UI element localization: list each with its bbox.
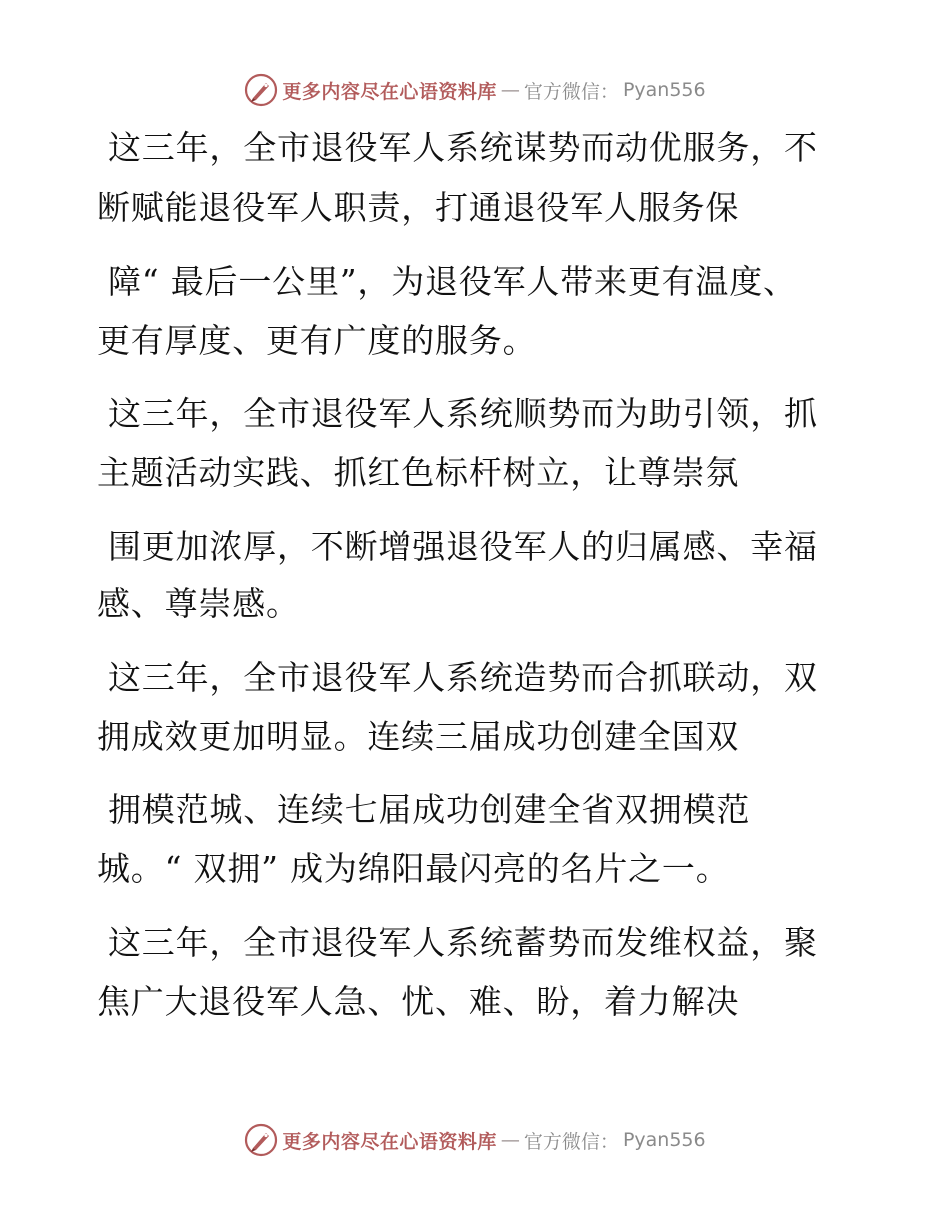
banner-separator: —	[500, 79, 520, 101]
body-line: 拥模范城、连续七届成功创建全省双拥模范	[108, 790, 751, 829]
banner-title: 更多内容尽在心语资料库	[282, 80, 497, 103]
banner-wechat-label: 官方微信：	[523, 80, 619, 103]
banner-wechat-id: Pyan556	[622, 79, 706, 101]
banner-wechat-id: Pyan556	[622, 1129, 706, 1151]
banner-wechat-label: 官方微信：	[523, 1130, 619, 1153]
footer-banner	[0, 1120, 950, 1160]
pen-nib-logo-icon	[244, 1123, 278, 1157]
banner-title: 更多内容尽在心语资料库	[282, 1130, 497, 1153]
body-line: 这三年，全市退役军人系统顺势而为助引领，抓	[108, 394, 818, 433]
body-line: 拥成效更加明显。连续三届成功创建全国双	[97, 717, 740, 756]
body-line: 感、尊崇感。	[97, 584, 300, 623]
body-line: 障“ 最后一公里”，为退役军人带来更有温度、	[108, 262, 797, 301]
body-line: 焦广大退役军人急、忧、难、盼，着力解决	[97, 982, 740, 1021]
body-line: 围更加浓厚，不断增强退役军人的归属感、幸福	[108, 527, 818, 566]
body-line: 断赋能退役军人职责，打通退役军人服务保	[97, 188, 740, 227]
body-line: 更有厚度、更有广度的服务。	[97, 321, 537, 360]
header-banner	[0, 70, 950, 110]
body-line: 城。“ 双拥” 成为绵阳最闪亮的名片之一。	[97, 849, 730, 888]
body-line: 这三年，全市退役军人系统蓄势而发维权益，聚	[108, 923, 818, 962]
body-line: 主题活动实践、抓红色标杆树立，让尊崇氛	[97, 453, 740, 492]
body-line: 这三年，全市退役军人系统造势而合抓联动，双	[108, 658, 818, 697]
body-line: 这三年，全市退役军人系统谋势而动优服务，不	[108, 128, 818, 167]
pen-nib-logo-icon	[244, 73, 278, 107]
banner-separator: —	[500, 1129, 520, 1151]
